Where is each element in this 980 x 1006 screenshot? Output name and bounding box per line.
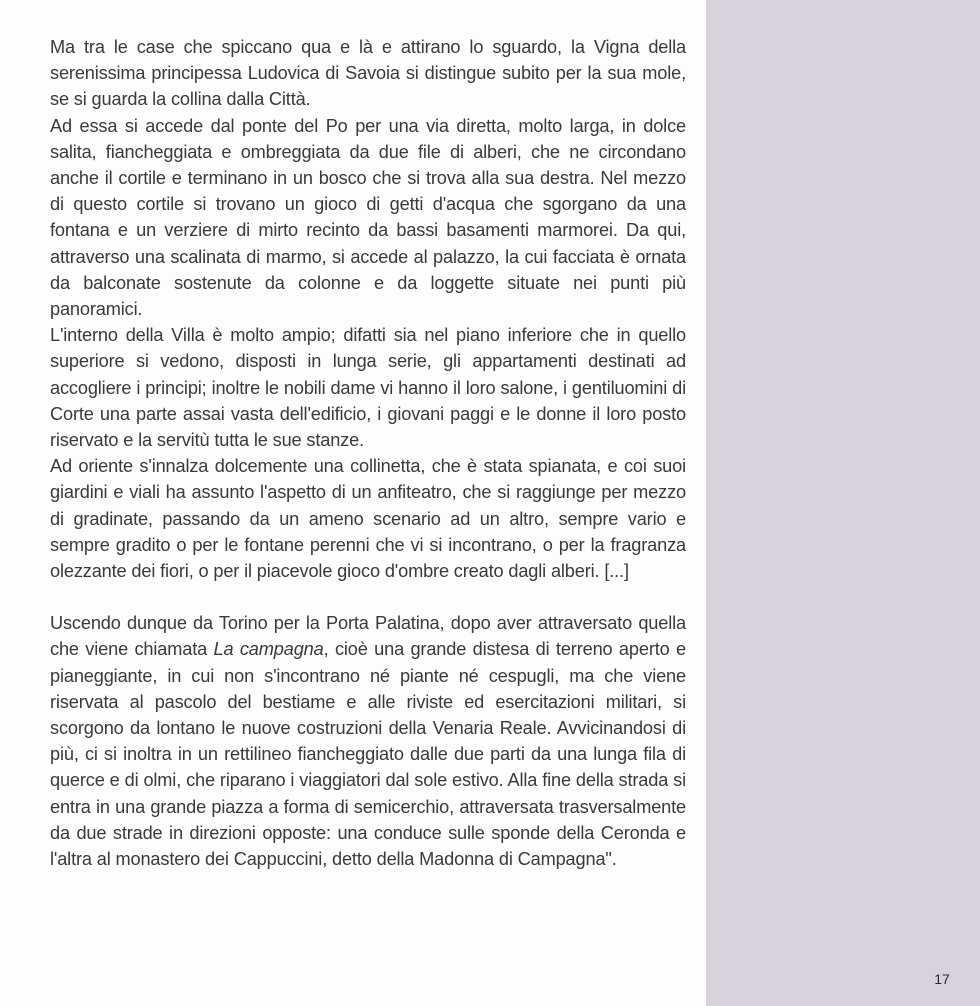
- body-text: [50, 34, 686, 872]
- paragraph: Ma tra le case che spiccano qua e là e attirano lo sguardo, la Vigna della serenissima principessa Ludovica di Savoia si distingue subito per la sua mole, se si guarda la collina dalla Città.: [50, 37, 686, 110]
- paragraph-text: Uscendo dunque da Torino per la Porta Palatina, dopo aver attraversato quella che viene chiamata: [50, 613, 686, 660]
- italic-term: La campagna: [213, 639, 324, 660]
- paragraph-text: , cioè una grande distesa di terreno aperto e pianeggiante, in cui non s'incontrano né piante né cespugli, ma che viene riservata al pascolo del bestiame e alle riviste ed esercitazioni militari, si scorgono da lontano le nuove costruzioni della Venaria Reale. Avvicinandosi di più, ci si inoltra in un rettilineo fiancheggiato dalle due parti da una lunga fila di querce e di olmi, che riparano i viaggiatori dal sole estivo. Alla fine della strada si entra in una grande piazza a forma di semicerchio, attraversata trasversalmente da due strade in direzioni opposte: una conduce sulle sponde della Ceronda e l'altra al monastero dei Cappuccini, detto della Madonna di Campagna".: [50, 639, 686, 870]
- page-number: 17: [934, 971, 950, 987]
- paragraph: Ad oriente s'innalza dolcemente una collinetta, che è stata spianata, e coi suoi giardini e viali ha assunto l'aspetto di un anfiteatro, che si raggiunge per mezzo di gradinate, passando da un ameno scenario ad un altro, sempre vario e sempre gradito o per le fontane perenni che vi si incontrano, o per la fragranza olezzante dei fiori, o per il piacevole gioco d'ombre creato dagli alberi. [...]: [50, 456, 686, 582]
- paragraph: [50, 610, 686, 872]
- right-page-panel: [706, 0, 980, 1006]
- paragraph: L'interno della Villa è molto ampio; difatti sia nel piano inferiore che in quello superiore si vedono, disposti in lunga serie, gli appartamenti destinati ad accogliere i principi; inoltre le nobili dame vi hanno il loro salone, i gentiluomini di Corte una parte assai vasta dell'edificio, i giovani paggi e le donne il loro posto riservato e la servitù tutta le sue stanze.: [50, 325, 686, 451]
- section-gap: [50, 584, 686, 610]
- paragraph: Ad essa si accede dal ponte del Po per una via diretta, molto larga, in dolce salita, fiancheggiata e ombreggiata da due file di alberi, che ne circondano anche il cortile e terminano in un bosco che si trova alla sua destra. Nel mezzo di questo cortile si trovano un gioco di getti d'acqua che sgorgano da una fontana e un verziere di mirto recinto da bassi basamenti marmorei. Da qui, attraverso una scalinata di marmo, si accede al palazzo, la cui facciata è ornata da balconate sostenute da colonne e da loggette situate nei punti più panoramici.: [50, 115, 686, 320]
